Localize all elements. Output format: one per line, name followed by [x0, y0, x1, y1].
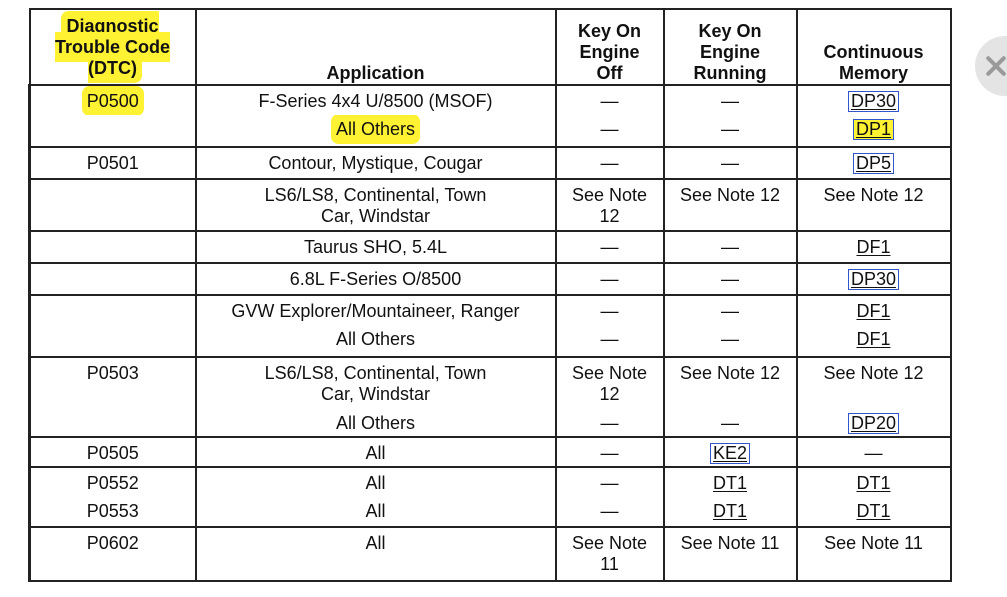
application-cell: [196, 115, 556, 147]
header-koeo-line1: Key On: [577, 21, 642, 41]
koer-link[interactable]: DT1: [712, 473, 747, 493]
application-cell: LS6/LS8, Continental, Town Car, Windstar: [196, 179, 556, 231]
koeo-cell: See Note 12: [556, 357, 664, 409]
cm-link[interactable]: DP30: [848, 269, 899, 290]
application-cell: All: [196, 467, 556, 497]
koer-cell: [664, 467, 797, 497]
cm-cell: [797, 85, 951, 115]
koeo-cell: —: [556, 497, 664, 527]
header-dtc-line3: (DTC): [88, 58, 137, 78]
koer-cell: See Note 12: [664, 357, 797, 409]
table-row: [30, 325, 951, 357]
cm-link[interactable]: DP20: [848, 413, 899, 434]
application-cell: LS6/LS8, Continental, Town Car, Windstar: [196, 357, 556, 409]
table-row: [30, 263, 951, 295]
cm-link[interactable]: DT1: [856, 473, 891, 493]
header-koeo-line2: Engine: [579, 42, 640, 62]
application-cell: All Others: [196, 409, 556, 437]
header-koeo-line3: Off: [596, 63, 623, 83]
cm-link[interactable]: DF1: [856, 301, 891, 321]
dtc-table: [28, 8, 952, 582]
koeo-cell: —: [556, 231, 664, 263]
cm-cell: [797, 115, 951, 147]
cm-cell: [797, 147, 951, 179]
koeo-cell: —: [556, 409, 664, 437]
cm-cell: [797, 295, 951, 325]
header-dtc-line1: Diagnostic: [66, 16, 159, 36]
table-row: [30, 231, 951, 263]
koer-cell: See Note 11: [664, 527, 797, 581]
cm-cell: —: [797, 437, 951, 467]
koeo-cell: See Note 12: [556, 179, 664, 231]
koer-cell: —: [664, 295, 797, 325]
header-koer-line3: Running: [693, 63, 767, 83]
table-row: [30, 295, 951, 325]
application-cell: All: [196, 437, 556, 467]
cm-cell: [797, 409, 951, 437]
dtc-cell: P0602: [30, 527, 196, 581]
table-row: [30, 437, 951, 467]
dtc-cell: [30, 231, 196, 263]
cm-link[interactable]: DP30: [848, 91, 899, 112]
cm-link[interactable]: DF1: [856, 237, 891, 257]
table-row: [30, 527, 951, 581]
header-dtc-line2: Trouble Code: [54, 37, 170, 57]
koer-cell: —: [664, 409, 797, 437]
koeo-cell: —: [556, 147, 664, 179]
koeo-cell: —: [556, 437, 664, 467]
dtc-code-highlight: P0500: [86, 91, 139, 111]
cm-cell: See Note 11: [797, 527, 951, 581]
koeo-cell: —: [556, 263, 664, 295]
koer-cell: —: [664, 85, 797, 115]
dtc-cell: [30, 115, 196, 147]
cm-cell: [797, 231, 951, 263]
table-row: [30, 467, 951, 497]
header-dtc: [30, 9, 196, 85]
dtc-cell: [30, 179, 196, 231]
koer-cell: —: [664, 147, 797, 179]
header-cm-line2: Memory: [838, 63, 909, 83]
koer-cell: [664, 437, 797, 467]
koer-cell: [664, 497, 797, 527]
application-cell: All: [196, 497, 556, 527]
table-row: [30, 115, 951, 147]
application-cell: 6.8L F-Series O/8500: [196, 263, 556, 295]
koeo-cell: —: [556, 325, 664, 357]
cm-link[interactable]: DP1: [853, 119, 894, 140]
application-cell: Contour, Mystique, Cougar: [196, 147, 556, 179]
dtc-cell: [30, 409, 196, 437]
table-row: [30, 357, 951, 409]
table-row: [30, 409, 951, 437]
koer-link[interactable]: DT1: [712, 501, 747, 521]
header-koer: [664, 9, 797, 85]
close-icon[interactable]: [975, 36, 1007, 96]
header-koeo: [556, 9, 664, 85]
cm-cell: [797, 263, 951, 295]
dtc-cell: [30, 325, 196, 357]
header-koer-line2: Engine: [699, 42, 760, 62]
table-row: [30, 85, 951, 115]
dtc-cell: [30, 295, 196, 325]
dtc-cell: P0505: [30, 437, 196, 467]
cm-link[interactable]: DT1: [856, 501, 891, 521]
dtc-cell: [30, 263, 196, 295]
table-row: [30, 147, 951, 179]
header-cm-line1: Continuous: [823, 42, 924, 62]
cm-cell: [797, 325, 951, 357]
koer-cell: —: [664, 231, 797, 263]
header-dtc-highlight: [55, 16, 170, 78]
header-application: Application: [196, 9, 556, 85]
application-cell: All Others: [196, 325, 556, 357]
header-row: [30, 9, 951, 85]
application-cell: F-Series 4x4 U/8500 (MSOF): [196, 85, 556, 115]
table-row: [30, 497, 951, 527]
koeo-cell: —: [556, 115, 664, 147]
cm-link[interactable]: DF1: [856, 329, 891, 349]
cm-cell: See Note 12: [797, 179, 951, 231]
application-cell: GVW Explorer/Mountaineer, Ranger: [196, 295, 556, 325]
koer-cell: —: [664, 325, 797, 357]
cm-link[interactable]: DP5: [853, 153, 894, 174]
koer-link[interactable]: KE2: [710, 443, 750, 464]
koer-cell: —: [664, 263, 797, 295]
koeo-cell: —: [556, 295, 664, 325]
cm-cell: [797, 497, 951, 527]
header-cm: [797, 9, 951, 85]
application-cell: Taurus SHO, 5.4L: [196, 231, 556, 263]
table-row: [30, 179, 951, 231]
dtc-cell: P0503: [30, 357, 196, 409]
koer-cell: See Note 12: [664, 179, 797, 231]
koer-cell: —: [664, 115, 797, 147]
dtc-cell: P0553: [30, 497, 196, 527]
cm-cell: [797, 467, 951, 497]
cm-cell: See Note 12: [797, 357, 951, 409]
koeo-cell: See Note 11: [556, 527, 664, 581]
header-koer-line1: Key On: [698, 21, 762, 41]
application-cell: All: [196, 527, 556, 581]
application-highlight: All Others: [335, 119, 416, 139]
dtc-cell: [30, 85, 196, 115]
koeo-cell: —: [556, 85, 664, 115]
dtc-cell: P0501: [30, 147, 196, 179]
dtc-cell: P0552: [30, 467, 196, 497]
koeo-cell: —: [556, 467, 664, 497]
